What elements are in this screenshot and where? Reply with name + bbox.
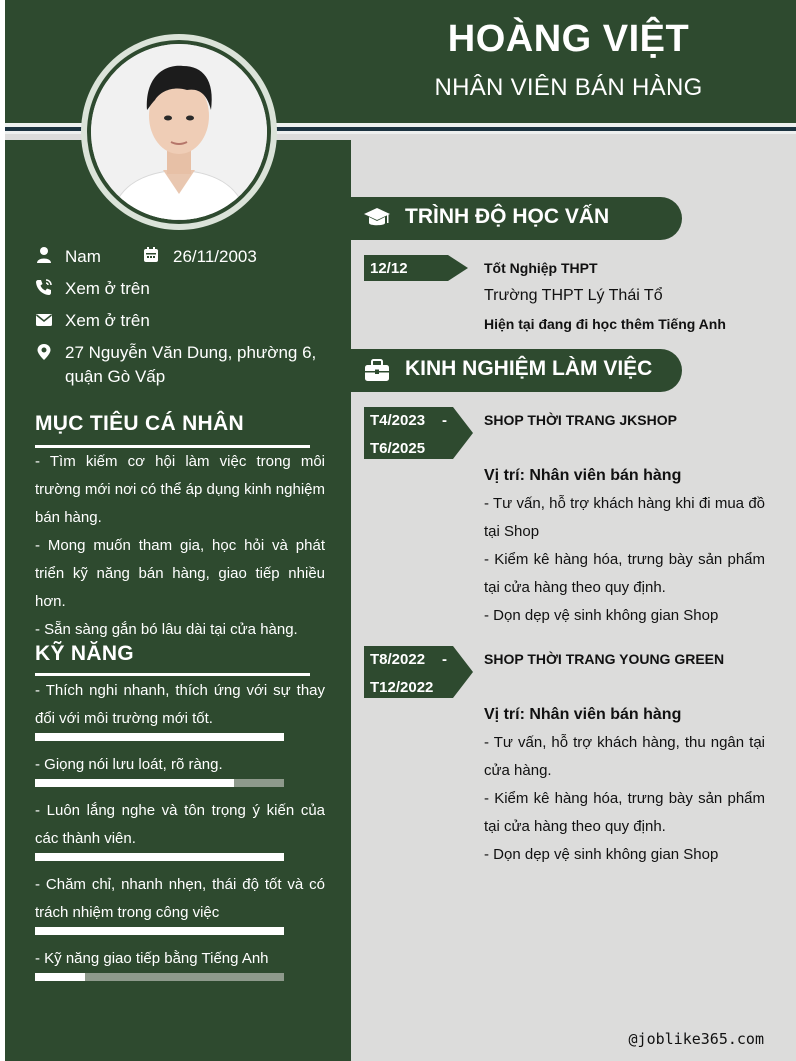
skill-bar [35, 973, 284, 981]
candidate-job-title: NHÂN VIÊN BÁN HÀNG [434, 74, 703, 101]
candidate-name: HOÀNG VIỆT [447, 18, 690, 60]
address-line-2: quận Gò Vấp [65, 367, 166, 386]
job-company: SHOP THỜI TRANG JKSHOP [484, 412, 677, 428]
skill-bar-fill [35, 973, 85, 981]
phone-icon [35, 278, 53, 296]
sidebar [5, 140, 351, 1061]
job-duties: - Tư vấn, hỗ trợ khách hàng khi đi mua đồ tại Shop - Kiểm kê hàng hóa, trưng bày sản phẩm tại cửa hàng theo quy định. - Dọn dẹp vệ sinh không gian Shop [484, 495, 765, 624]
job-date-end: T6/2025 [370, 440, 426, 457]
address-line-1: 27 Nguyễn Văn Dung, phường 6, [65, 343, 317, 362]
objective-text: - Tìm kiếm cơ hội làm việc trong môi trường mới nơi có thể áp dụng kinh nghiệm bán hàng. - Mong muốn tham gia, học hỏi và phát triển kỹ năng bán hàng, giao tiếp nhiều hơn. - Sẵn sàng gắn bó lâu dài tại cửa hàng. [35, 453, 325, 638]
skill-bar [35, 853, 284, 861]
experience-heading-banner [351, 349, 682, 392]
skill-bar [35, 779, 284, 787]
resume-page [5, 0, 796, 1061]
education-date-tag [364, 255, 448, 281]
skills-heading: KỸ NĂNG [35, 642, 134, 665]
birthday-value: 26/11/2003 [173, 247, 257, 266]
skill-label: - Kỹ năng giao tiếp bằng Tiếng Anh [35, 950, 269, 967]
user-icon [35, 246, 53, 264]
briefcase-icon [363, 357, 391, 383]
education-school: Trường THPT Lý Thái Tổ [484, 287, 663, 304]
skill-label: - Giọng nói lưu loát, rõ ràng. [35, 756, 223, 773]
phone-value: Xem ở trên [65, 279, 150, 298]
job-duties: - Tư vấn, hỗ trợ khách hàng, thu ngân tại cửa hàng. - Kiểm kê hàng hóa, trưng bày sản phẩm tại cửa hàng theo quy định. - Dọn dẹp vệ sinh không gian Shop [484, 734, 765, 863]
job-position: Vị trí: Nhân viên bán hàng [484, 467, 682, 484]
skill-bar-fill [35, 853, 284, 861]
job-date-tag: T8/2022 - T12/2022 [364, 646, 453, 698]
job-company: SHOP THỜI TRANG YOUNG GREEN [484, 651, 725, 667]
skill-label: - Thích nghi nhanh, thích ứng với sự thay đổi với môi trường mới tốt. [35, 682, 325, 727]
job-date-tag: T4/2023 - T6/2025 [364, 407, 453, 459]
gender-value: Nam [65, 247, 101, 266]
location-pin-icon [35, 343, 53, 361]
education-note: Hiện tại đang đi học thêm Tiếng Anh [484, 316, 726, 332]
education-heading: TRÌNH ĐỘ HỌC VẤN [405, 205, 610, 228]
job-date-start: T4/2023 [370, 412, 426, 429]
job-date-end: T12/2022 [370, 679, 434, 696]
skill-label: - Luôn lắng nghe và tôn trọng ý kiến của các thành viên. [35, 802, 325, 847]
education-degree: Tốt Nghiệp THPT [484, 260, 598, 276]
profile-photo [91, 44, 267, 220]
skill-bar [35, 733, 284, 741]
graduation-cap-icon [363, 205, 391, 231]
education-heading-banner [351, 197, 682, 240]
education-date: 12/12 [370, 260, 408, 277]
skill-label: - Chăm chỉ, nhanh nhẹn, thái độ tốt và có trách nhiệm trong công việc [35, 876, 325, 921]
profile-photo-frame [81, 34, 277, 230]
skill-bar [35, 927, 284, 935]
email-value: Xem ở trên [65, 311, 150, 330]
job-date-start: T8/2022 [370, 651, 426, 668]
watermark: @joblike365.com [628, 1030, 764, 1048]
skills-underline [35, 673, 310, 676]
skill-bar-fill [35, 927, 284, 935]
experience-heading: KINH NGHIỆM LÀM VIỆC [405, 357, 653, 380]
calendar-icon [142, 246, 160, 264]
skill-bar-fill [35, 779, 234, 787]
objective-heading: MỤC TIÊU CÁ NHÂN [35, 412, 244, 435]
job-position: Vị trí: Nhân viên bán hàng [484, 706, 682, 723]
skill-bar-fill [35, 733, 284, 741]
email-icon [35, 311, 53, 329]
portrait-image [91, 44, 267, 220]
